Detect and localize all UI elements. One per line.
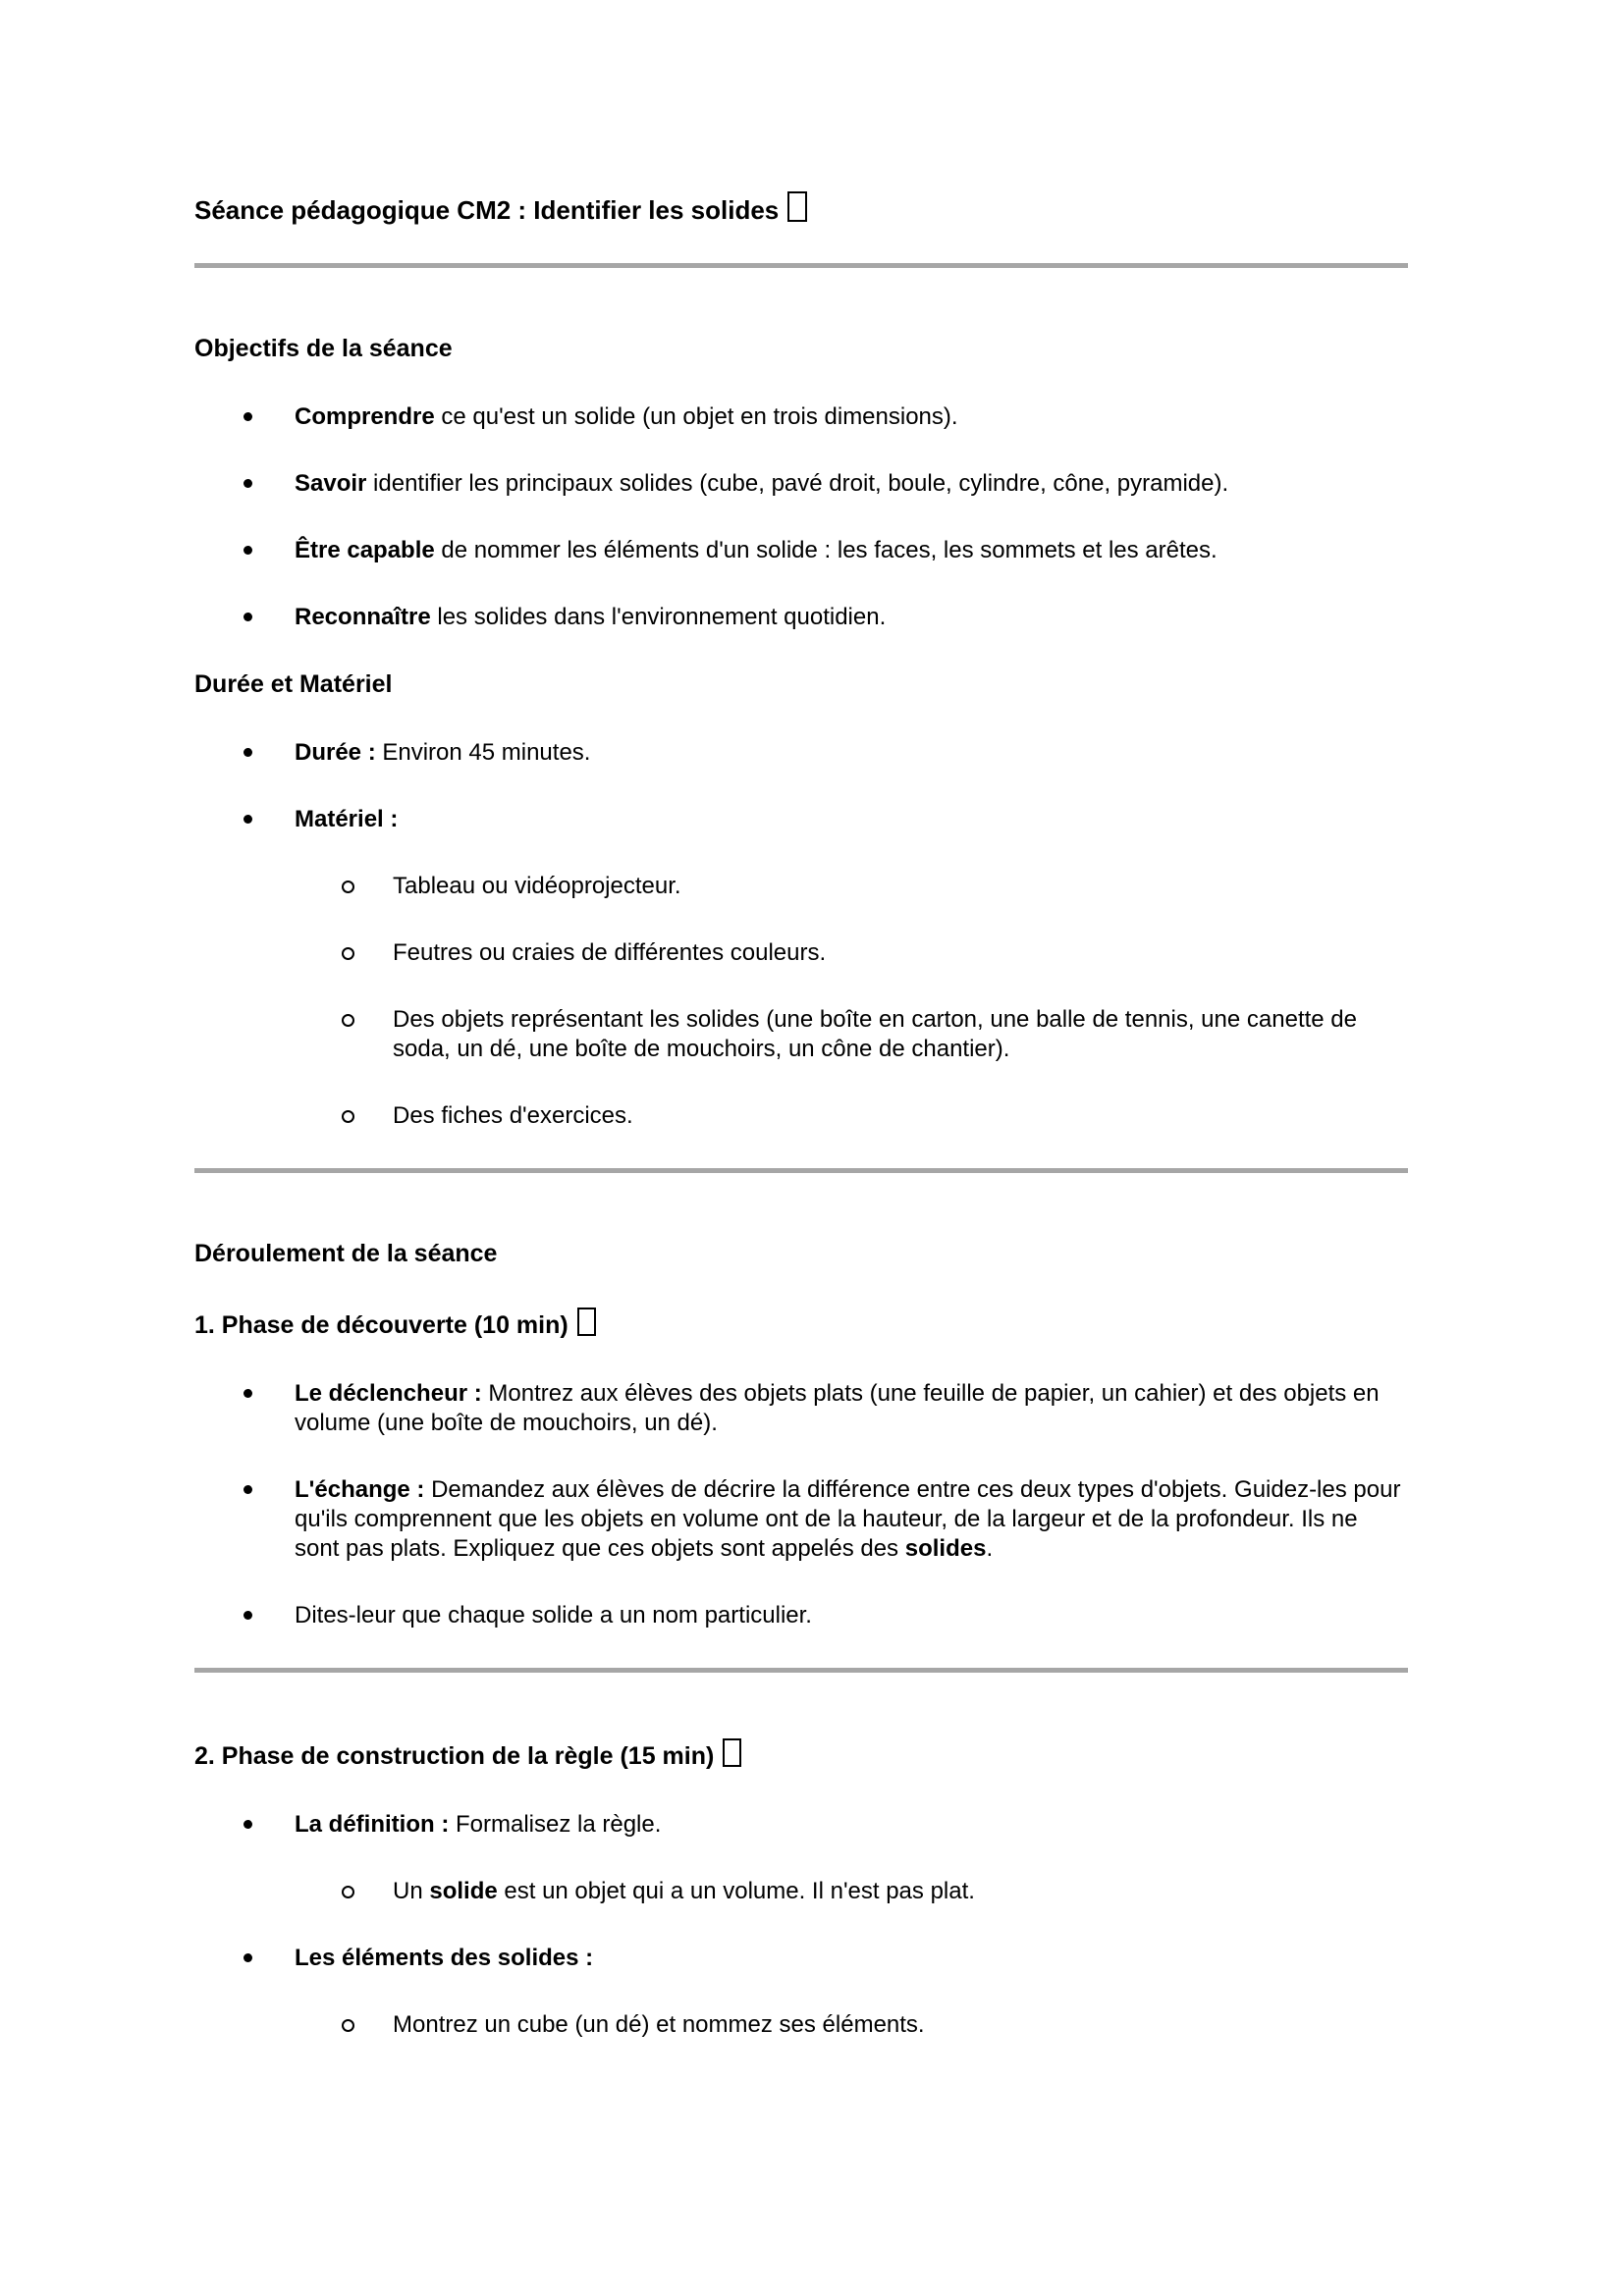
bold-text: Les éléments des solides : bbox=[295, 1945, 594, 1971]
list-item bbox=[194, 1101, 1408, 1131]
body-text: Tableau ou vidéoprojecteur. bbox=[393, 873, 681, 899]
body-text: les solides dans l'environnement quotidien. bbox=[430, 604, 887, 630]
list-item bbox=[194, 2010, 1408, 2040]
heading-phase1 bbox=[194, 1308, 1408, 1340]
circle-bullet-icon bbox=[342, 1886, 354, 1898]
missing-glyph-icon bbox=[723, 1738, 741, 1767]
circle-bullet-icon bbox=[342, 1110, 354, 1123]
bold-text: La définition : bbox=[295, 1811, 450, 1838]
definition-sublist bbox=[194, 1877, 1408, 1906]
page-title bbox=[194, 191, 1408, 226]
list-item bbox=[194, 1944, 1408, 1973]
list-item bbox=[194, 1005, 1408, 1064]
list-item bbox=[194, 938, 1408, 968]
section-divider bbox=[194, 1668, 1408, 1673]
section-divider bbox=[194, 263, 1408, 268]
list-item bbox=[194, 402, 1408, 432]
missing-glyph-icon bbox=[787, 191, 807, 222]
bold-text: solide bbox=[429, 1878, 498, 1904]
material-sublist bbox=[194, 872, 1408, 1131]
list-item bbox=[194, 872, 1408, 901]
list-item bbox=[194, 1475, 1408, 1564]
body-text: Montrez aux élèves des objets plats (une feuille de papier, un cahier) et des objets en volume (une boîte de mouchoirs, un dé). bbox=[295, 1380, 1380, 1436]
list-item bbox=[194, 1379, 1408, 1438]
bold-text: L'échange : bbox=[295, 1476, 425, 1503]
body-text: Formalisez la règle. bbox=[449, 1811, 662, 1838]
duration-material-list bbox=[194, 738, 1408, 834]
objectives-list bbox=[194, 402, 1408, 632]
heading-phase2 bbox=[194, 1738, 1408, 1771]
page-title-text: Séance pédagogique CM2 : Identifier les solides bbox=[194, 195, 780, 225]
body-text: Un bbox=[393, 1878, 430, 1904]
bold-text: Comprendre bbox=[295, 403, 435, 430]
elements-sublist bbox=[194, 2010, 1408, 2040]
list-item bbox=[194, 1601, 1408, 1630]
bold-text: Durée : bbox=[295, 739, 376, 766]
bullet-icon bbox=[244, 1611, 252, 1620]
circle-bullet-icon bbox=[342, 2019, 354, 2032]
bold-text: Matériel : bbox=[295, 806, 399, 832]
bold-text: Le déclencheur : bbox=[295, 1380, 482, 1407]
list-item bbox=[194, 536, 1408, 565]
bullet-icon bbox=[244, 546, 252, 555]
body-text: identifier les principaux solides (cube, pavé droit, boule, cylindre, cône, pyramide). bbox=[366, 470, 1229, 497]
phase1-list bbox=[194, 1379, 1408, 1630]
bold-text: Être capable bbox=[295, 537, 435, 563]
circle-bullet-icon bbox=[342, 881, 354, 893]
bullet-icon bbox=[244, 1485, 252, 1494]
body-text: ce qu'est un solide (un objet en trois dimensions). bbox=[434, 403, 958, 430]
phase2-list-continued bbox=[194, 1944, 1408, 1973]
body-text: Montrez un cube (un dé) et nommez ses éléments. bbox=[393, 2011, 925, 2038]
bold-text: Savoir bbox=[295, 470, 367, 497]
heading-sequence: Déroulement de la séance bbox=[194, 1240, 498, 1267]
heading-duration-material: Durée et Matériel bbox=[194, 670, 393, 698]
bullet-icon bbox=[244, 479, 252, 488]
body-text: Des objets représentant les solides (une boîte en carton, une balle de tennis, une canette de soda, un dé, une boîte de mouchoirs, un cône de chantier). bbox=[393, 1006, 1357, 1062]
list-item bbox=[194, 738, 1408, 768]
circle-bullet-icon bbox=[342, 947, 354, 960]
circle-bullet-icon bbox=[342, 1014, 354, 1027]
body-text: Environ 45 minutes. bbox=[375, 739, 591, 766]
heading-objectives: Objectifs de la séance bbox=[194, 335, 453, 362]
bullet-icon bbox=[244, 1953, 252, 1962]
list-item bbox=[194, 1877, 1408, 1906]
list-item bbox=[194, 603, 1408, 632]
body-text: Demandez aux élèves de décrire la différence entre ces deux types d'objets. Guidez-les pour qu'ils comprennent que les objets en volume ont de la hauteur, de la largeur et de la profondeur. Ils ne sont pas plats. Expliquez que ces objets sont appelés des bbox=[295, 1476, 1401, 1562]
bullet-icon bbox=[244, 1820, 252, 1829]
bullet-icon bbox=[244, 412, 252, 421]
bullet-icon bbox=[244, 748, 252, 757]
body-text: Feutres ou craies de différentes couleurs. bbox=[393, 939, 827, 966]
body-text: Des fiches d'exercices. bbox=[393, 1102, 633, 1129]
bullet-icon bbox=[244, 613, 252, 621]
body-text: est un objet qui a un volume. Il n'est pas plat. bbox=[497, 1878, 975, 1904]
list-item bbox=[194, 1810, 1408, 1840]
missing-glyph-icon bbox=[577, 1308, 596, 1336]
bold-text: solides bbox=[904, 1535, 987, 1562]
body-text: Dites-leur que chaque solide a un nom particulier. bbox=[295, 1602, 812, 1629]
section-divider bbox=[194, 1168, 1408, 1173]
body-text: . bbox=[986, 1535, 994, 1562]
phase2-list bbox=[194, 1810, 1408, 1840]
body-text: de nommer les éléments d'un solide : les faces, les sommets et les arêtes. bbox=[434, 537, 1218, 563]
list-item bbox=[194, 469, 1408, 499]
bullet-icon bbox=[244, 1389, 252, 1398]
list-item bbox=[194, 805, 1408, 834]
heading-phase1-text: 1. Phase de découverte (10 min) bbox=[194, 1311, 568, 1339]
heading-phase2-text: 2. Phase de construction de la règle (15 min) bbox=[194, 1742, 715, 1770]
bold-text: Reconnaître bbox=[295, 604, 431, 630]
bullet-icon bbox=[244, 815, 252, 824]
